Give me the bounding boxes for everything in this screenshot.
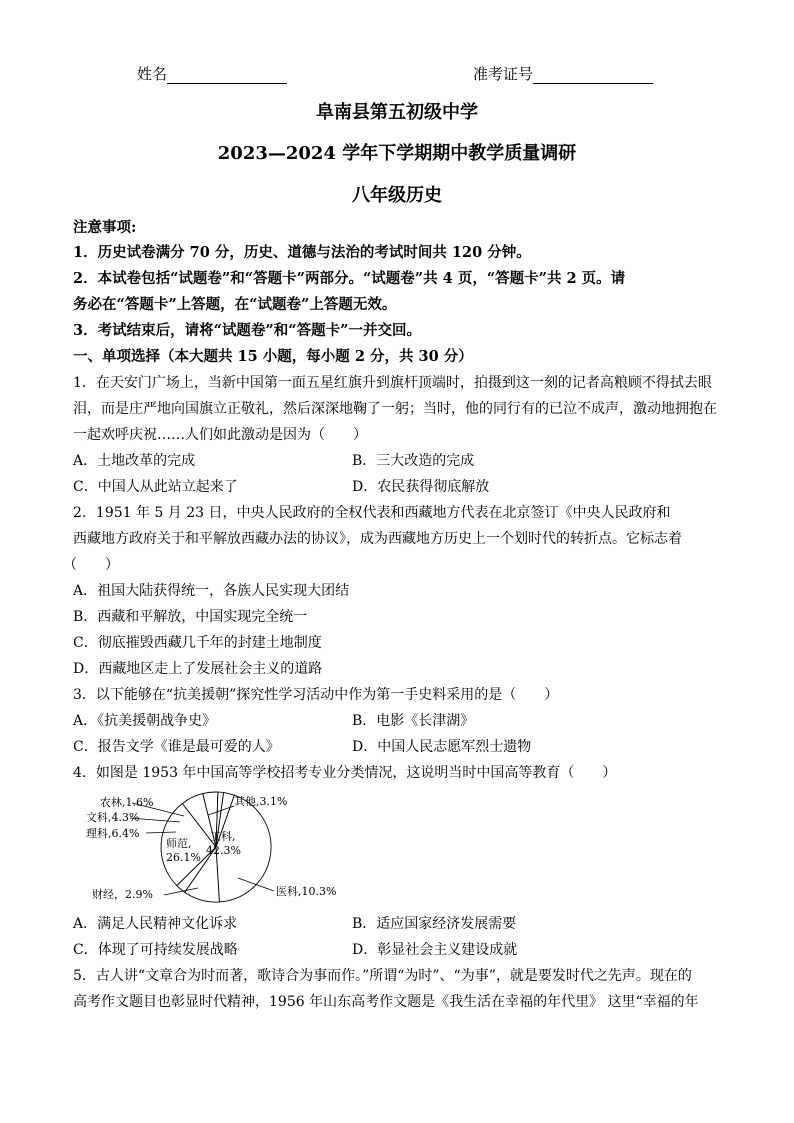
label-like: 理科,6.4% (86, 827, 140, 840)
q2-option-c[interactable]: C．彻底摧毁西藏几千年的封建土地制度 (73, 635, 322, 651)
label-yike: 医科,10.3% (276, 885, 337, 898)
q4-option-c[interactable]: C．体现了可持续发展战略 (73, 942, 238, 958)
exam-title: 2023—2024 学年下学期期中教学质量调研 (217, 143, 577, 164)
q2-option-a[interactable]: A．祖国大陆获得统一，各族人民实现大团结 (73, 583, 350, 599)
label-shifan-name: 师范, (166, 837, 192, 850)
q2-line2: 西藏地方政府关于和平解放西藏办法的协议》，成为西藏地方历史上一个划时代的转折点。它标志着 (73, 531, 682, 547)
label-gongke-name: 工科, (210, 830, 236, 843)
name-blank[interactable] (167, 67, 287, 84)
q5-line2: 高考作文题目也彰显时代精神，1956 年山东高考作文题是《我生活在幸福的年代里》 这里“幸福的年 (73, 994, 699, 1010)
label-gongke-value: 42.3% (206, 844, 241, 857)
q1-line3: 一起欢呼庆祝……人们如此激动是因为（ ） (73, 427, 367, 443)
q1-option-c[interactable]: C．中国人从此站立起来了 (73, 479, 238, 495)
note-2a: 2．本试卷包括“试题卷”和“答题卡”两部分。“试题卷”共 4 页，“答题卡”共 2 页。请 (73, 270, 626, 287)
q3-option-b[interactable]: B．电影《长津湖》 (352, 713, 475, 729)
subject-title: 八年级历史 (352, 185, 442, 206)
id-field (473, 63, 653, 84)
q2-line3: （ ） (63, 557, 119, 573)
q2-option-b[interactable]: B．西藏和平解放，中国实现完全统一 (73, 609, 308, 625)
q3-option-c[interactable]: C．报告文学《谁是最可爱的人》 (73, 739, 280, 755)
note-1: 1．历史试卷满分 70 分，历史、道德与法治的考试时间共 120 分钟。 (73, 244, 531, 261)
q2-option-d[interactable]: D．西藏地区走上了发展社会主义的道路 (73, 661, 323, 677)
q1-option-a[interactable]: A．土地改革的完成 (73, 453, 196, 469)
notes-heading: 注意事项: (73, 219, 137, 236)
q1-line1: 1．在天安门广场上，当新中国第一面五星红旗升到旗杆顶端时，拍摄到这一刻的记者高粮顾不得拭去眼 (73, 375, 712, 391)
q4-option-a[interactable]: A．满足人民精神文化诉求 (73, 916, 238, 932)
label-wenke: 文科,4.3% (86, 811, 140, 824)
q3-line1: 3．以下能够在“抗美援朝”探究性学习活动中作为第一手史料采用的是（ ） (73, 687, 559, 703)
section1-heading: 一、单项选择（本大题共 15 小题，每小题 2 分，共 30 分） (73, 348, 473, 365)
label-qita: 其他,3.1% (234, 795, 288, 808)
q4-option-b[interactable]: B．适应国家经济发展需要 (352, 916, 517, 932)
q1-line2: 泪，而是庄严地向国旗立正敬礼，然后深深地鞠了一躬；当时，他的同行有的已泣不成声，激动地拥抱在 (73, 401, 717, 417)
name-label: 姓名 (137, 65, 168, 83)
q3-option-d[interactable]: D．中国人民志愿军烈士遗物 (352, 739, 532, 755)
label-nonglin: 农林,1.6% (100, 796, 154, 809)
q4-line1: 4．如图是 1953 年中国高等学校招考专业分类情况，这说明当时中国高等教育（ ） (73, 765, 617, 781)
q2-line1: 2．1951 年 5 月 23 日，中央人民政府的全权代表和西藏地方代表在北京签订《中央人民政府和 (73, 505, 671, 521)
label-caijing: 财经，2.9% (92, 888, 153, 901)
label-shifan-value: 26.1% (166, 851, 201, 864)
note-3: 3．考试结束后，请将“试题卷”和“答题卡”一并交回。 (73, 322, 421, 339)
name-field (137, 63, 287, 84)
q4-option-d[interactable]: D．彰显社会主义建设成就 (352, 942, 518, 958)
q1-option-d[interactable]: D．农民获得彻底解放 (352, 479, 490, 495)
pie-chart (80, 785, 360, 910)
q5-line1: 5．古人讲“文章合为时而著，歌诗合为事而作。”所谓“为时”、“为事”，就是要发时代之先声。现在的 (73, 968, 692, 984)
q3-option-a[interactable]: A．《抗美援朝战争史》 (73, 713, 217, 729)
q1-option-b[interactable]: B．三大改造的完成 (352, 453, 475, 469)
school-title: 阜南县第五初级中学 (316, 102, 478, 123)
note-2b: 务必在“答题卡”上答题，在“试题卷”上答题无效。 (73, 296, 397, 313)
id-label: 准考证号 (473, 65, 534, 83)
id-blank[interactable] (533, 67, 653, 84)
